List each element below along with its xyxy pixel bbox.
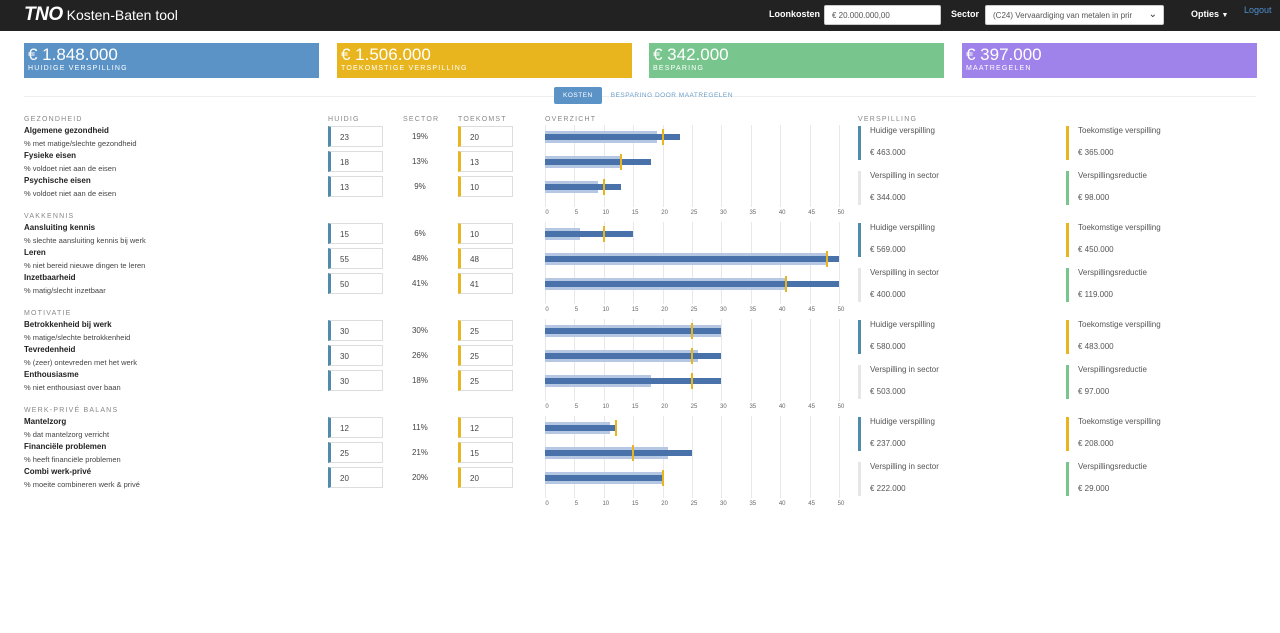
kpi-value: € 1.848.000: [28, 45, 118, 64]
waste-value: € 222.000: [870, 484, 906, 493]
indicator-description: % voldoet niet aan de eisen: [24, 189, 117, 198]
gridline: [721, 319, 722, 401]
kpi-maatregelen: [962, 43, 1257, 78]
col-overzicht: OVERZICHT: [545, 116, 597, 123]
axis-tick-label: 30: [720, 307, 727, 313]
kpi-label: HUIDIGE VERSPILLING: [28, 65, 128, 72]
waste-sector: [858, 171, 1048, 207]
sector-select-value: (C24) Vervaardiging van metalen in prir: [993, 11, 1133, 20]
indicator-description: % niet enthousiast over baan: [24, 383, 121, 392]
col-toekomst: TOEKOMST: [458, 116, 507, 123]
future-marker: [615, 420, 617, 436]
indicator-description: % voldoet niet aan de eisen: [24, 164, 117, 173]
waste-label: Toekomstige verspilling: [1078, 320, 1161, 329]
current-bar: [545, 475, 663, 481]
waste-huidige: [858, 320, 1048, 356]
waste-value: € 119.000: [1078, 290, 1113, 299]
waste-toekomstige: [1066, 126, 1256, 162]
col-huidig: HUIDIG: [328, 116, 360, 123]
huidig-input[interactable]: 55: [328, 248, 383, 269]
loonkosten-input[interactable]: € 20.000.000,00: [824, 5, 941, 25]
axis-tick-label: 5: [574, 501, 579, 507]
sector-value: 21%: [411, 448, 428, 457]
loonkosten-label: Loonkosten: [769, 9, 820, 19]
waste-value: € 97.000: [1078, 387, 1110, 396]
axis-tick-label: 20: [661, 501, 668, 507]
overview-chart: [545, 319, 845, 413]
waste-value: € 344.000: [870, 193, 906, 202]
current-bar: [545, 450, 692, 456]
gridline: [810, 319, 811, 401]
view-tabs: [554, 87, 742, 104]
waste-value: € 208.000: [1078, 439, 1114, 448]
waste-value: € 580.000: [870, 342, 906, 351]
axis-tick-label: 10: [602, 404, 610, 410]
overview-chart: [545, 125, 845, 219]
future-marker: [632, 445, 634, 461]
axis-tick-label: 40: [778, 210, 786, 216]
section-title: VAKKENNIS: [24, 213, 75, 220]
tab-kosten[interactable]: KOSTEN: [554, 87, 602, 104]
waste-label: Huidige verspilling: [870, 126, 935, 135]
future-marker: [691, 373, 693, 389]
waste-reductie: [1066, 268, 1256, 304]
toekomst-input[interactable]: 48: [458, 248, 513, 269]
axis-tick-label: 25: [690, 501, 698, 507]
sector-value: 30%: [411, 326, 428, 335]
waste-label: Verspilling in sector: [870, 365, 939, 374]
kpi-label: BESPARING: [653, 65, 705, 72]
future-marker: [620, 154, 622, 170]
axis-tick-label: 30: [720, 404, 727, 410]
indicator-name: Aansluiting kennis: [24, 223, 96, 232]
toekomst-input[interactable]: 12: [458, 417, 513, 438]
waste-accent-bar: [858, 268, 861, 302]
gridline: [721, 416, 722, 498]
waste-accent-bar: [1066, 320, 1069, 354]
axis-tick-label: 0: [545, 501, 549, 507]
brand[interactable]: [24, 5, 178, 25]
indicator-description: % dat mantelzorg verricht: [24, 430, 110, 439]
gridline: [839, 222, 840, 304]
indicator-name: Betrokkenheid bij werk: [24, 320, 112, 329]
waste-label: Toekomstige verspilling: [1078, 417, 1161, 426]
toekomst-input[interactable]: 15: [458, 442, 513, 463]
axis-tick-label: 25: [690, 404, 698, 410]
toekomst-input[interactable]: 25: [458, 370, 513, 391]
sector-value: 11%: [412, 423, 428, 432]
section-title: MOTIVATIE: [24, 310, 72, 317]
waste-toekomstige: [1066, 320, 1256, 356]
indicator-description: % niet bereid nieuwe dingen te leren: [24, 261, 146, 270]
current-bar: [545, 425, 616, 431]
axis-tick-label: 30: [720, 501, 727, 507]
waste-label: Verspillingsreductie: [1078, 268, 1147, 277]
gridline: [839, 319, 840, 401]
waste-accent-bar: [858, 417, 861, 451]
future-marker: [691, 323, 693, 339]
waste-value: € 29.000: [1078, 484, 1110, 493]
sector-value: 6%: [414, 229, 426, 238]
waste-huidige: [858, 223, 1048, 259]
sector-value: 19%: [411, 132, 428, 141]
future-marker: [691, 348, 693, 364]
axis-tick-label: 5: [574, 307, 579, 313]
waste-sector: [858, 462, 1048, 498]
axis-tick-label: 50: [837, 210, 845, 216]
axis-tick-label: 40: [778, 404, 786, 410]
gridline: [721, 125, 722, 207]
axis-tick-label: 50: [837, 404, 845, 410]
waste-huidige: [858, 417, 1048, 453]
indicator-name: Tevredenheid: [24, 345, 76, 354]
kpi-label: MAATREGELEN: [966, 65, 1032, 72]
axis-tick-label: 15: [631, 210, 639, 216]
tno-logo: TNO: [24, 4, 63, 25]
axis-tick-label: 15: [631, 307, 639, 313]
axis-tick-label: 20: [661, 210, 668, 216]
sector-value: 13%: [411, 157, 428, 166]
axis-tick-label: 0: [545, 210, 549, 216]
waste-accent-bar: [1066, 171, 1069, 205]
kpi-value: € 342.000: [653, 45, 729, 64]
huidig-input[interactable]: 13: [328, 176, 383, 197]
indicator-name: Enthousiasme: [24, 370, 79, 379]
waste-accent-bar: [1066, 365, 1069, 399]
future-marker: [826, 251, 828, 267]
axis-tick-label: 5: [574, 210, 579, 216]
waste-huidige: [858, 126, 1048, 162]
waste-label: Verspillingsreductie: [1078, 462, 1147, 471]
sector-value: 9%: [414, 182, 426, 191]
waste-accent-bar: [858, 171, 861, 205]
axis-tick-label: 30: [720, 210, 727, 216]
future-marker: [603, 226, 605, 242]
gridline: [780, 125, 781, 207]
huidig-input[interactable]: 23: [328, 126, 383, 147]
current-bar: [545, 353, 721, 359]
tab-besparing[interactable]: BESPARING DOOR MAATREGELEN: [610, 92, 733, 99]
waste-value: € 450.000: [1078, 245, 1114, 254]
app-title: Kosten-Baten tool: [66, 7, 178, 23]
kpi-value: € 397.000: [966, 45, 1042, 64]
axis-tick-label: 5: [574, 404, 579, 410]
sector-select[interactable]: [985, 5, 1164, 25]
toekomst-input[interactable]: 41: [458, 273, 513, 294]
huidig-input[interactable]: 12: [328, 417, 383, 438]
huidig-input[interactable]: 25: [328, 442, 383, 463]
axis-tick-label: 15: [631, 404, 639, 410]
indicator-name: Leren: [24, 248, 46, 257]
gridline: [810, 125, 811, 207]
indicator-description: % matig/slecht inzetbaar: [24, 286, 106, 295]
future-marker: [662, 129, 664, 145]
huidig-input[interactable]: 50: [328, 273, 383, 294]
indicator-name: Algemene gezondheid: [24, 126, 109, 135]
kpi-besparing: [649, 43, 944, 78]
waste-accent-bar: [858, 223, 861, 257]
waste-label: Verspillingsreductie: [1078, 171, 1147, 180]
overview-chart: [545, 222, 845, 316]
current-bar: [545, 159, 651, 165]
waste-sector: [858, 365, 1048, 401]
waste-value: € 98.000: [1078, 193, 1110, 202]
huidig-input[interactable]: 15: [328, 223, 383, 244]
waste-value: € 569.000: [870, 245, 906, 254]
waste-toekomstige: [1066, 223, 1256, 259]
waste-accent-bar: [1066, 462, 1069, 496]
waste-accent-bar: [1066, 223, 1069, 257]
future-marker: [662, 470, 664, 486]
sector-value: 41%: [411, 279, 428, 288]
axis-tick-label: 20: [661, 404, 668, 410]
sector-value: 48%: [411, 254, 428, 263]
indicator-name: Psychische eisen: [24, 176, 91, 185]
waste-value: € 463.000: [870, 148, 906, 157]
waste-label: Huidige verspilling: [870, 223, 935, 232]
opties-label: Opties: [1191, 9, 1220, 19]
axis-tick-label: 35: [749, 307, 757, 313]
gridline: [839, 125, 840, 207]
huidig-input[interactable]: 20: [328, 467, 383, 488]
axis-tick-label: 35: [749, 404, 757, 410]
toekomst-input[interactable]: 20: [458, 126, 513, 147]
current-bar: [545, 281, 839, 287]
current-bar: [545, 328, 721, 334]
waste-value: € 503.000: [870, 387, 906, 396]
gridline: [810, 416, 811, 498]
kpi-huidige-verspilling: [24, 43, 319, 78]
indicator-description: % heeft financiële problemen: [24, 455, 121, 464]
axis-tick-label: 25: [690, 307, 698, 313]
huidig-input[interactable]: 30: [328, 370, 383, 391]
kpi-value: € 1.506.000: [341, 45, 431, 64]
sector-value: 26%: [411, 351, 428, 360]
col-verspilling: VERSPILLING: [858, 116, 918, 123]
axis-tick-label: 50: [837, 501, 845, 507]
waste-reductie: [1066, 365, 1256, 401]
indicator-name: Inzetbaarheid: [24, 273, 76, 282]
gridline: [751, 416, 752, 498]
waste-value: € 365.000: [1078, 148, 1114, 157]
waste-accent-bar: [858, 126, 861, 160]
waste-label: Huidige verspilling: [870, 320, 935, 329]
waste-label: Verspilling in sector: [870, 268, 939, 277]
indicator-name: Combi werk-privé: [24, 467, 92, 476]
waste-value: € 237.000: [870, 439, 906, 448]
col-sector: SECTOR: [403, 116, 440, 123]
axis-tick-label: 15: [631, 501, 639, 507]
waste-accent-bar: [858, 365, 861, 399]
waste-sector: [858, 268, 1048, 304]
waste-label: Verspillingsreductie: [1078, 365, 1147, 374]
indicator-description: % matige/slechte betrokkenheid: [24, 333, 131, 342]
axis-tick-label: 35: [749, 210, 757, 216]
gridline: [751, 319, 752, 401]
toekomst-input[interactable]: 13: [458, 151, 513, 172]
waste-label: Huidige verspilling: [870, 417, 935, 426]
kpi-label: TOEKOMSTIGE VERSPILLING: [341, 65, 468, 72]
axis-tick-label: 45: [808, 307, 815, 313]
gridline: [780, 416, 781, 498]
logout-link[interactable]: Logout: [1244, 5, 1272, 15]
gridline: [780, 319, 781, 401]
axis-tick-label: 10: [602, 210, 610, 216]
waste-label: Toekomstige verspilling: [1078, 223, 1161, 232]
toekomst-input[interactable]: 10: [458, 176, 513, 197]
axis-tick-label: 45: [808, 501, 815, 507]
indicator-description: % met matige/slechte gezondheid: [24, 139, 137, 148]
chevron-down-icon: ⌄: [1148, 9, 1157, 20]
gridline: [692, 125, 693, 207]
waste-label: Verspilling in sector: [870, 171, 939, 180]
waste-value: € 483.000: [1078, 342, 1114, 351]
indicator-name: Fysieke eisen: [24, 151, 77, 160]
sector-value: 18%: [411, 376, 428, 385]
waste-reductie: [1066, 171, 1256, 207]
kpi-toekomstige-verspilling: [337, 43, 632, 78]
toekomst-input[interactable]: 20: [458, 467, 513, 488]
gridline: [692, 416, 693, 498]
current-bar: [545, 256, 839, 262]
indicator-description: % slechte aansluiting kennis bij werk: [24, 236, 146, 245]
section-title: WERK-PRIVÉ BALANS: [24, 407, 119, 414]
axis-tick-label: 45: [808, 404, 815, 410]
section-title: GEZONDHEID: [24, 116, 83, 123]
huidig-input[interactable]: 30: [328, 320, 383, 341]
axis-tick-label: 35: [749, 501, 757, 507]
indicator-description: % (zeer) ontevreden met het werk: [24, 358, 137, 367]
waste-accent-bar: [858, 320, 861, 354]
waste-label: Toekomstige verspilling: [1078, 126, 1161, 135]
huidig-input[interactable]: 18: [328, 151, 383, 172]
waste-accent-bar: [1066, 268, 1069, 302]
toekomst-input[interactable]: 10: [458, 223, 513, 244]
axis-tick-label: 10: [602, 501, 610, 507]
indicator-description: % moeite combineren werk & privé: [24, 480, 140, 489]
toekomst-input[interactable]: 25: [458, 320, 513, 341]
sector-value: 20%: [411, 473, 428, 482]
indicator-name: Mantelzorg: [24, 417, 67, 426]
future-marker: [785, 276, 787, 292]
opties-menu[interactable]: [1191, 9, 1228, 19]
sector-label: Sector: [951, 9, 980, 19]
axis-tick-label: 20: [661, 307, 668, 313]
waste-label: Verspilling in sector: [870, 462, 939, 471]
overview-chart: [545, 416, 845, 510]
axis-tick-label: 40: [778, 501, 786, 507]
indicator-name: Financiële problemen: [24, 442, 107, 451]
top-navbar: [0, 0, 1280, 31]
current-bar: [545, 231, 633, 237]
current-bar: [545, 134, 680, 140]
waste-accent-bar: [1066, 126, 1069, 160]
axis-tick-label: 0: [545, 404, 549, 410]
waste-toekomstige: [1066, 417, 1256, 453]
axis-tick-label: 50: [837, 307, 845, 313]
gridline: [839, 416, 840, 498]
axis-tick-label: 25: [690, 210, 698, 216]
axis-tick-label: 0: [545, 307, 549, 313]
waste-accent-bar: [1066, 417, 1069, 451]
waste-value: € 400.000: [870, 290, 906, 299]
huidig-input[interactable]: 30: [328, 345, 383, 366]
axis-tick-label: 10: [602, 307, 610, 313]
axis-tick-label: 45: [808, 210, 815, 216]
future-marker: [603, 179, 605, 195]
caret-down-icon: ▼: [1221, 12, 1229, 19]
toekomst-input[interactable]: 25: [458, 345, 513, 366]
gridline: [751, 125, 752, 207]
current-bar: [545, 184, 621, 190]
waste-reductie: [1066, 462, 1256, 498]
current-bar: [545, 378, 721, 384]
axis-tick-label: 40: [778, 307, 786, 313]
waste-accent-bar: [858, 462, 861, 496]
